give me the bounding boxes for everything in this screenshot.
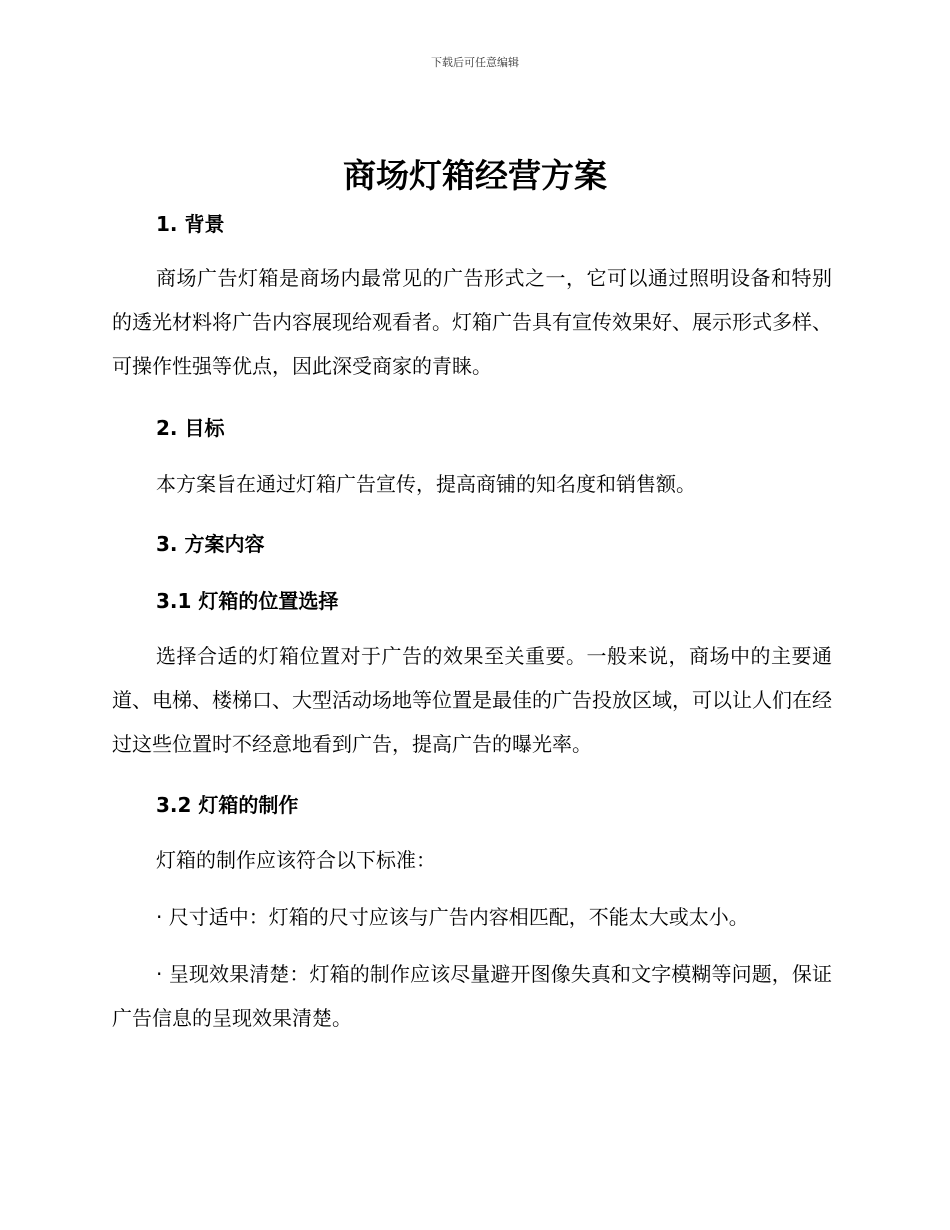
paragraph-background: 商场广告灯箱是商场内最常见的广告形式之一，它可以通过照明设备和特别的透光材料将广告内容展现给观看者。灯箱广告具有宣传效果好、展示形式多样、可操作性强等优点，因此深受商家的青睐。 xyxy=(112,266,832,378)
subsection-heading-location: 3.1 灯箱的位置选择 xyxy=(156,589,339,613)
section-heading-goal: 2. 目标 xyxy=(156,416,225,440)
bullet-size: · 尺寸适中：灯箱的尺寸应该与广告内容相匹配，不能太大或太小。 xyxy=(156,905,749,929)
document-title: 商场灯箱经营方案 xyxy=(343,156,607,195)
paragraph-location: 选择合适的灯箱位置对于广告的效果至关重要。一般来说，商场中的主要通道、电梯、楼梯口、大型活动场地等位置是最佳的广告投放区域，可以让人们在经过这些位置时不经意地看到广告，提高广告的曝光率。 xyxy=(112,644,832,756)
subsection-heading-production: 3.2 灯箱的制作 xyxy=(156,793,299,817)
page-header-note: 下载后可任意编辑 xyxy=(431,56,519,69)
paragraph-goal: 本方案旨在通过灯箱广告宣传，提高商铺的知名度和销售额。 xyxy=(156,472,696,496)
bullet-clarity: · 呈现效果清楚：灯箱的制作应该尽量避开图像失真和文字模糊等问题，保证广告信息的呈现效果清楚。 xyxy=(112,962,832,1030)
section-heading-background: 1. 背景 xyxy=(156,212,225,236)
paragraph-production: 灯箱的制作应该符合以下标准： xyxy=(156,848,436,872)
section-heading-plan-content: 3. 方案内容 xyxy=(156,532,265,556)
